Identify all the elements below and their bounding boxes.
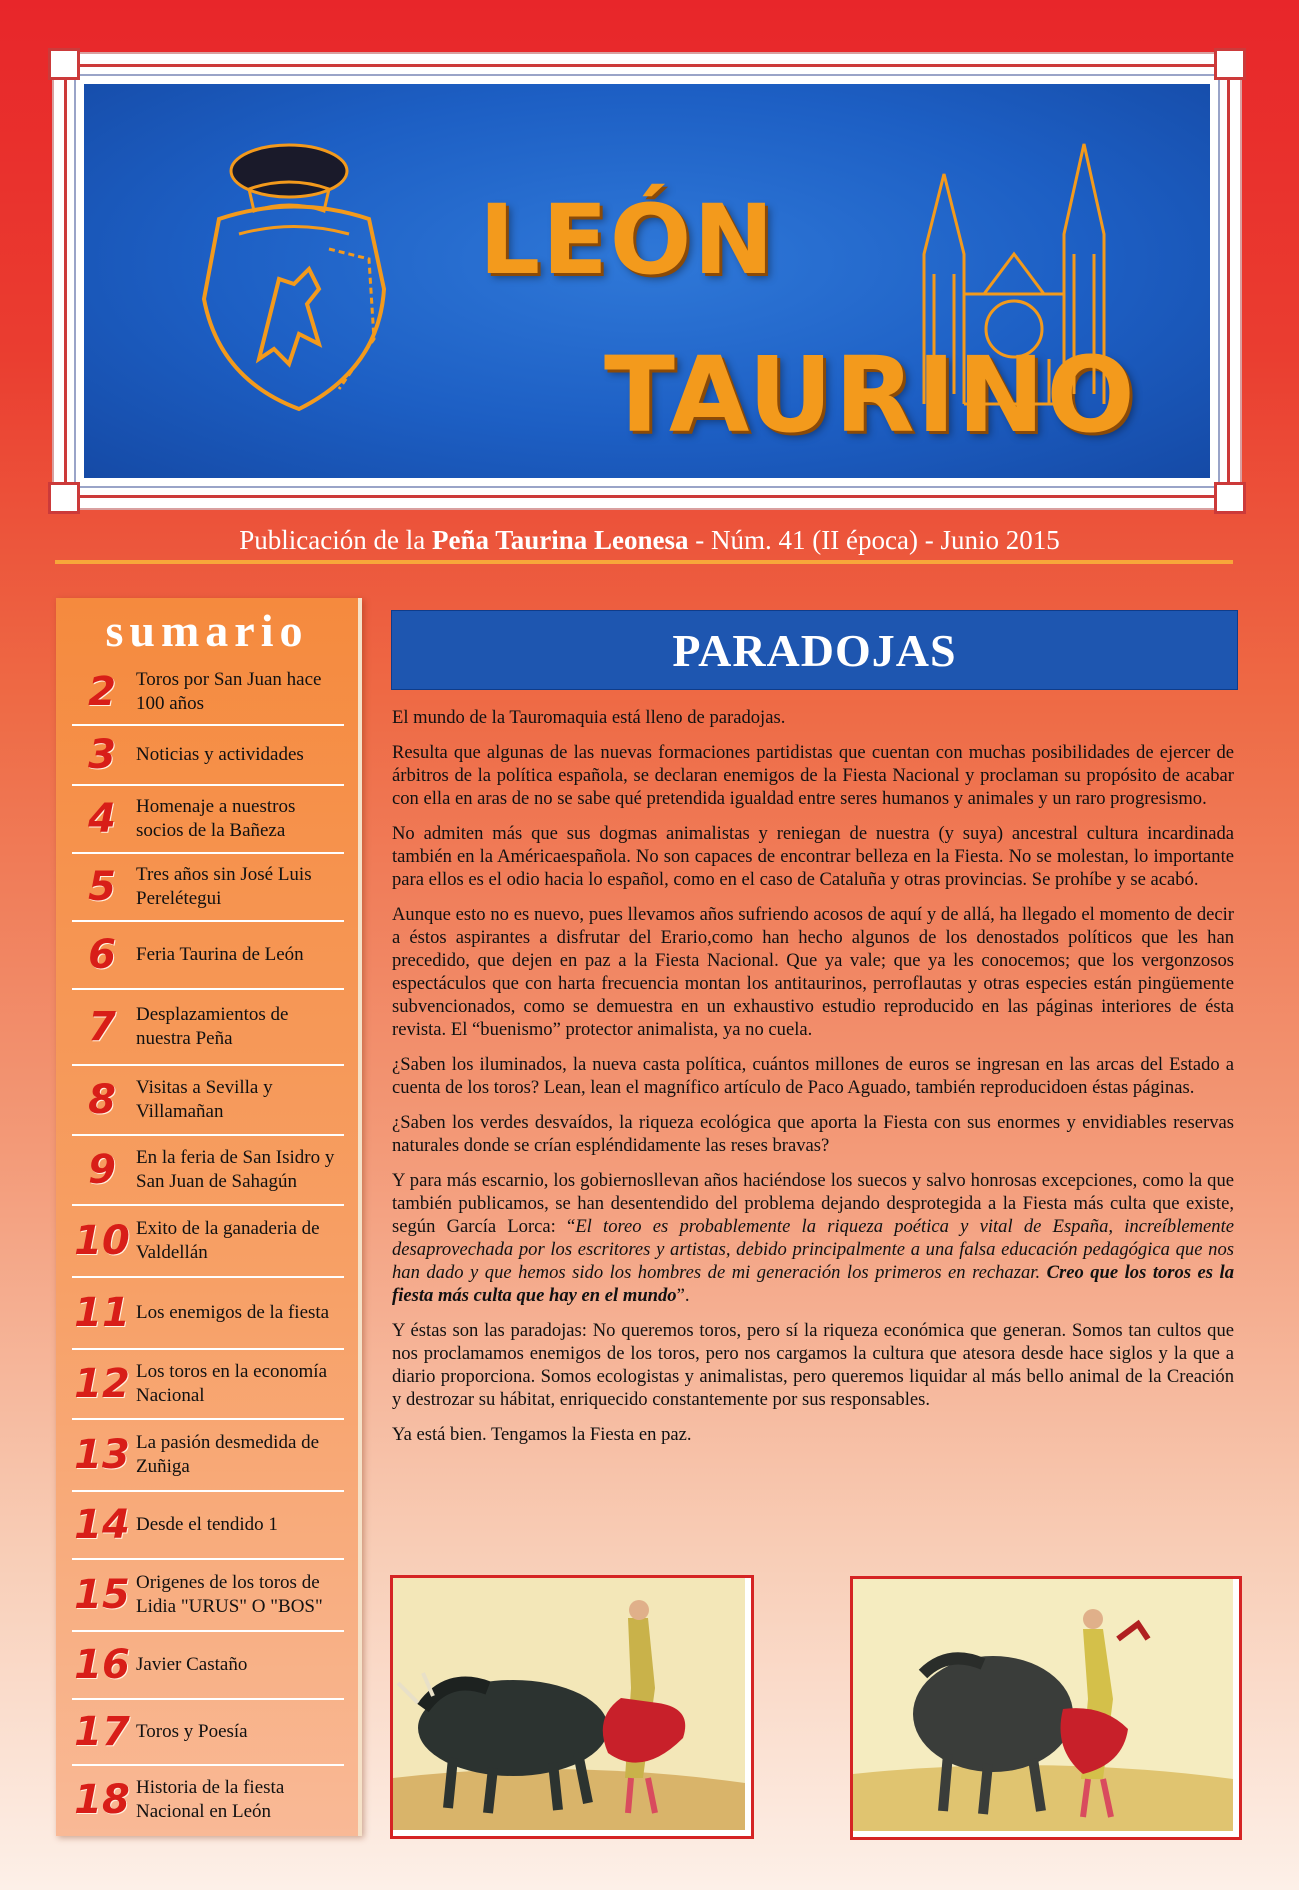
toc-page-number: 17 (74, 1709, 130, 1755)
coat-of-arms-icon (179, 139, 409, 429)
toc-page-number: 5 (88, 864, 116, 910)
toc-item-title: Desplazamientos de nuestra Peña (136, 1004, 289, 1049)
article-paragraph: Aunque esto no es nuevo, pues llevamos años sufriendo acosos de aquí y de allá, ha llegado el momento de decir a éstos aspirantes a disfrutar del Erario,como han hecho algunos de los denostados políticos que les han precedido, que dejen en paz a la Fiesta Nacional. Que ya vale; que ya les conocemos; que los vergonzosos espectáculos que con harta frecuencia montan los antitaurinos, perroflautas y otras especies están pingüemente subvencionados, como se demuestra en un exhaustivo estudio reproducido en las páginas interiores de ésta revista. El “buenismo” protector animalista, ya no cuela. (392, 904, 1234, 1040)
toc-page-number: 11 (74, 1290, 130, 1336)
toc-item[interactable] (72, 1700, 344, 1766)
toc-item-title: Visitas a Sevilla y Villamañan (136, 1077, 273, 1122)
masthead-title-line2: TAURINO (604, 334, 1137, 456)
article-paragraph: No admiten más que sus dogmas animalistas y reniegan de nuestra (y suya) ancestral cultura incardinada también en la Américaespañola. No son capaces de encontrar belleza en la Fiesta. No se molestan, lo importante para ellos es el odio hacia lo español, como en el caso de Cataluña y otras provincias. Se prohíbe y se acabó. (392, 823, 1234, 890)
article-paragraph: Resulta que algunas de las nuevas formaciones partidistas que cuentan con muchas posibilidades de ejercer de árbitros de la política española, se declaran enemigos de la Fiesta Nacional y proclaman su propósito de acabar con ella en aras de no se sabe qué pretendida igualdad entre seres humanos y animales y un raro progresismo. (392, 742, 1234, 809)
article-paragraph: El mundo de la Tauromaquia está lleno de paradojas. (392, 707, 786, 728)
toc-item[interactable] (72, 1492, 344, 1560)
toc-item[interactable] (72, 1206, 344, 1278)
bullfighter-painting-icon (853, 1579, 1233, 1831)
toc-page-number: 12 (74, 1361, 130, 1407)
toc-page-number: 4 (88, 796, 116, 842)
toc-page-number: 18 (74, 1777, 130, 1823)
masthead-title-line1: LEÓN (479, 184, 776, 296)
subtitle-issue: - Núm. 41 (II época) - Junio 2015 (688, 525, 1060, 555)
toc-page-number: 16 (74, 1642, 130, 1688)
article-paragraph-lorca (392, 1169, 1234, 1307)
toc-item[interactable] (72, 1278, 344, 1350)
toc-item-title: Javier Castaño (136, 1654, 248, 1675)
toc-item-title: Noticias y actividades (136, 744, 304, 765)
toc-item-title: La pasión desmedida de Zuñiga (136, 1432, 320, 1477)
toc-item-title: Toros y Poesía (136, 1721, 248, 1742)
article-paragraph: Y éstas son las paradojas: No queremos toros, pero sí la riqueza económica que generan. Somos tan cultos que nos proclamamos enemigos de los toros, pero nos cargamos la cultura que atesora desde hace siglos y la que a diario proporciona. Somos ecologistas y animalistas, pero queremos liquidar al más bello animal de la Creación y destrozar su hábitat, enriquecido constantemente por sus responsables. (392, 1320, 1234, 1410)
article-headline: PARADOJAS (672, 624, 957, 676)
toc-item-title: Los enemigos de la fiesta (136, 1302, 330, 1323)
toc-item[interactable] (72, 1560, 344, 1632)
toc-page-number: 8 (88, 1077, 116, 1123)
toc-page-number: 9 (88, 1147, 116, 1193)
toc-item[interactable] (72, 1766, 344, 1834)
toc-item[interactable] (72, 726, 344, 786)
toc-item[interactable] (72, 854, 344, 922)
sumario-sidebar (56, 598, 362, 1836)
article-paragraph: Ya está bien. Tengamos la Fiesta en paz. (392, 1424, 692, 1445)
lorca-quote-bold: Creo que los toros es la fiesta más culta que hay en el mundo (392, 1262, 1234, 1306)
toc-item-title: Los toros en la economía Nacional (136, 1361, 328, 1406)
lorca-quote: El toreo es probablemente la riqueza poética y vital de España, increíblemente desaprovechada por los escritores y artistas, debido principalmente a una falsa educación pedagógica que nos han dado y que hemos sido los hombres de mi generación los primeros en rechazar. (392, 1216, 1235, 1283)
subtitle-prefix: Publicación de la (239, 525, 432, 555)
toc-page-number: 6 (88, 932, 116, 978)
corner-ornament (1214, 48, 1246, 80)
publication-subtitle (0, 525, 1299, 556)
toc-item-title: Toros por San Juan hace 100 años (136, 669, 322, 714)
toc-page-number: 2 (88, 669, 116, 715)
toc-item-title: En la feria de San Isidro y San Juan de Sahagún (136, 1147, 335, 1192)
masthead-blue-panel (84, 84, 1210, 478)
corner-ornament (1214, 482, 1246, 514)
article-paragraph: ¿Saben los verdes desvaídos, la riqueza ecológica que aporta la Fiesta con sus enormes y envidiables reservas naturales donde se crían espléndidamente las reses bravas? (392, 1112, 1234, 1156)
toc-item-title: Origenes de los toros de Lidia "URUS" O "BOS" (136, 1572, 323, 1617)
bullfighter-painting-icon (393, 1578, 745, 1830)
article-paragraph: ¿Saben los iluminados, la nueva casta política, cuántos millones de euros se ingresan en las arcas del Estado a cuenta de los toros? Lean, lean el magnífico artículo de Paco Aguado, también reproducidoen éstas páginas. (392, 1054, 1234, 1098)
toc-page-number: 10 (74, 1218, 130, 1264)
toc-item-title: Exito de la ganaderia de Valdellán (136, 1218, 320, 1263)
toc-item[interactable] (72, 660, 344, 726)
toc-page-number: 3 (88, 732, 116, 778)
cathedral-icon (884, 114, 1134, 414)
toc-item-title: Homenaje a nuestros socios de la Bañeza (136, 796, 296, 841)
toc-item[interactable] (72, 1136, 344, 1206)
toc-item-title: Tres años sin José Luis Perelétegui (136, 864, 312, 909)
header-divider (55, 560, 1233, 564)
toc-page-number: 7 (88, 1004, 116, 1050)
corner-ornament (48, 48, 80, 80)
toc-page-number: 15 (74, 1572, 130, 1618)
toc-item[interactable] (72, 1350, 344, 1420)
toc-item[interactable] (72, 1632, 344, 1700)
headline-banner (391, 610, 1238, 690)
toc-page-number: 13 (74, 1432, 130, 1478)
toc-item[interactable] (72, 922, 344, 990)
toc-item-title: Historia de la fiesta Nacional en León (136, 1777, 285, 1822)
masthead (52, 52, 1242, 510)
sumario-title: sumario (105, 605, 309, 656)
toc-item[interactable] (72, 990, 344, 1066)
lorca-intro: Y para más escarnio, los gobiernosllevan años haciéndose los suecos y salvo honrosas excepciones, como la que también publicamos, se han desentendido del problema dejando desprotegida a la Fiesta más culta que existe, según García Lorca: “ (392, 1170, 1234, 1237)
lorca-quote-close: ”. (676, 1285, 690, 1306)
toc-page-number: 14 (74, 1502, 130, 1548)
toc-item[interactable] (72, 1420, 344, 1492)
toc-item[interactable] (72, 786, 344, 854)
corner-ornament (48, 482, 80, 514)
toc-item-title: Feria Taurina de León (136, 944, 304, 965)
toc-item[interactable] (72, 1066, 344, 1136)
bullfight-illustration-right (850, 1576, 1242, 1840)
bullfight-illustration-left (390, 1575, 754, 1839)
subtitle-org: Peña Taurina Leonesa (431, 525, 689, 555)
toc-item-title: Desde el tendido 1 (136, 1514, 278, 1535)
article-body (392, 706, 1234, 1458)
